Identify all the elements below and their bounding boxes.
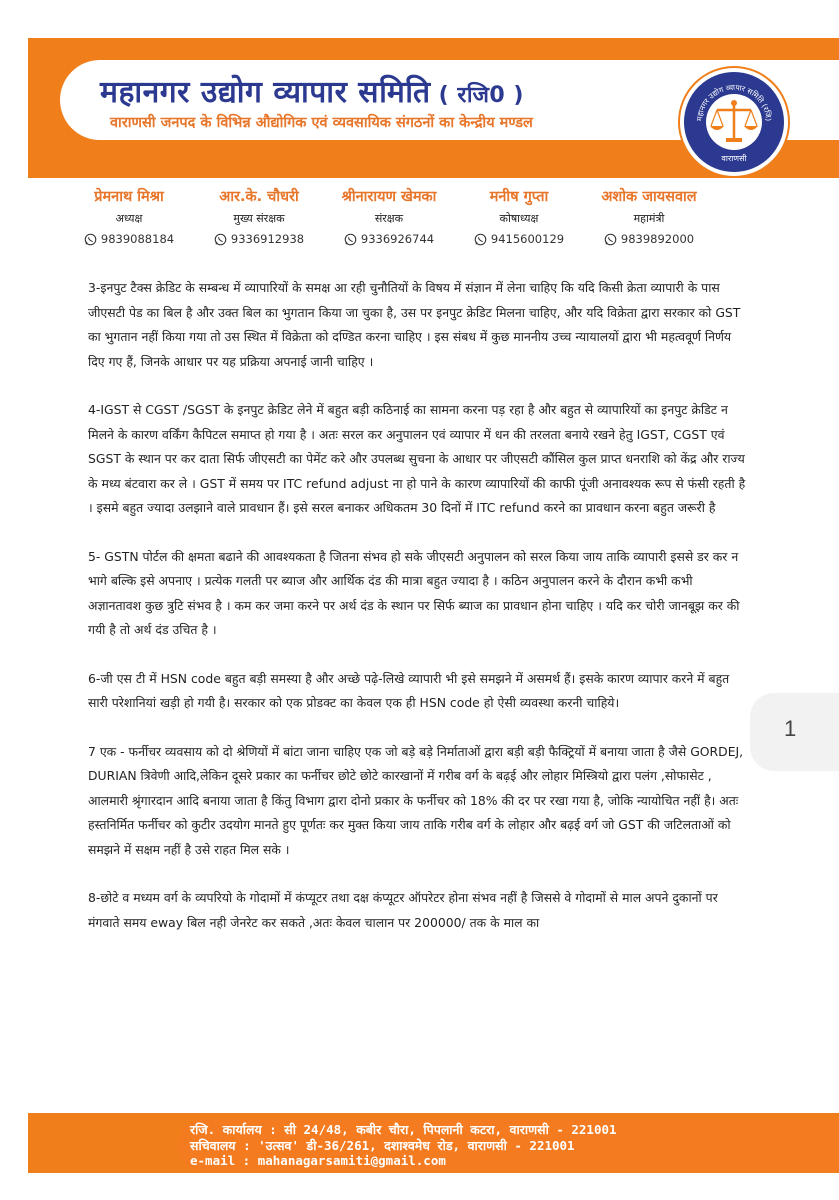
official-name: आर.के. चौधरी xyxy=(219,189,299,205)
seal-city: वाराणसी xyxy=(721,154,747,163)
official-name: प्रेमनाथ मिश्रा xyxy=(94,189,164,205)
footer-registered-office: रजि. कार्यालय : सी 24/48, कबीर चौरा, पिपलानी कटरा, वाराणसी - 221001 xyxy=(190,1122,617,1137)
official-phone xyxy=(324,232,454,246)
officials-row xyxy=(64,186,714,246)
paragraph-6: 6-जी एस टी में HSN code बहुत बड़ी समस्या है और अच्छे पढ़े-लिखे व्यापारी भी इसे समझने में असमर्थ हैं। इसके कारण व्यापार करने में बहुत सारी परेशानियां खड़ी हो गयी है। सरकार को एक प्रोडक्ट का केवल एक ही HSN code हो ऐसी व्यवस्था करनी चाहिये। xyxy=(88,670,730,710)
org-reg: ( रजि0 ) xyxy=(438,83,524,108)
official-role: अध्यक्ष xyxy=(115,212,143,225)
official-role: संरक्षक xyxy=(374,212,404,225)
official-name: अशोक जायसवाल xyxy=(601,189,697,205)
official-chief-patron xyxy=(194,186,324,246)
phone-number: 9415600129 xyxy=(490,232,565,246)
phone-number: 9336926744 xyxy=(360,232,435,246)
scales-of-justice-icon xyxy=(684,72,784,172)
org-name xyxy=(100,70,524,111)
footer-email: e-mail : mahanagarsamiti@gmail.com xyxy=(190,1153,446,1168)
whatsapp-icon xyxy=(344,233,357,246)
footer-secretariat: सचिवालय : 'उत्सव' डी-36/261, दशाश्वमेध रोड, वाराणसी - 221001 xyxy=(190,1138,575,1153)
official-phone xyxy=(454,232,584,246)
official-role: महामंत्री xyxy=(633,212,665,225)
official-role: मुख्य संरक्षक xyxy=(233,212,285,225)
phone-number: 9839088184 xyxy=(100,232,175,246)
org-name-text: महानगर उद्योग व्यापार समिति xyxy=(100,75,431,110)
paragraph-8: 8-छोटे व मध्यम वर्ग के व्यपरियो के गोदामों में कंप्यूटर तथा दक्ष कंप्यूटर ऑपरेटर होना संभव नहीं है जिससे वे गोदामों से माल अपने दुकानों पर मंगवाते समय eway बिल नही जेनरेट कर सकते ,अतः केवल चालान पर 200000/ तक के माल का xyxy=(88,890,718,930)
official-name: मनीष गुप्ता xyxy=(489,189,549,205)
paragraph-7: 7 एक - फर्नीचर व्यवसाय को दो श्रेणियों में बांटा जाना चाहिए एक जो बड़े बड़े निर्माताओं द्वारा बड़ी बड़ी फैक्ट्रियों में बनाया जाता है जैसे GORDEJ, DURIAN त्रिवेणी आदि,लेकिन दूसरे प्रकार का फर्नीचर छोटे छोटे कारखानों में गरीब वर्ग के बढ़ई और लोहार मिस्त्रियो द्वारा पलंग ,सोफासेट , आलमारी श्रृंगारदान आदि बनाया जाता है किंतु विभाग द्वारा दोनो प्रकार के फर्नीचर को 18% की दर पर रखा गया है, जोकि न्यायोचित नहीं है। अतः हस्तनिर्मित फर्नीचर को कुटीर उदयोग मानते हुए पूर्णतः कर मुक्त किया जाय ताकि गरीब वर्ग के लोहार और बढ़ई वर्ग जो GST की जटिलताओं को समझने में सक्षम नहीं है उसे राहत मिल सके । xyxy=(88,743,744,857)
whatsapp-icon xyxy=(84,233,97,246)
paragraph-3: 3-इनपुट टैक्स क्रेडिट के सम्बन्ध में व्यापारियों के समक्ष आ रही चुनौतियों के विषय में संज्ञान में लेना चाहिए कि यदि किसी क्रेता व्यापारी के पास जीएसटी पेड का बिल है और उक्त बिल का भुगतान किया जा चुका है, उस पर इनपुट क्रेडिट मिलना चाहिए, और यदि विक्रेता द्वारा सरकार को GST का भुगतान नहीं किया गया तो उस स्थित में विक्रेता को दण्डित करना चाहिए । इस संबध में कुछ माननीय उच्च न्यायालयों द्वारा भी महत्ववूर्ण निर्णय दिए गए हैं, जिनके आधार पर यह प्रक्रिया अपनाई जानी चाहिए । xyxy=(88,280,741,369)
page-number: 1 xyxy=(784,716,797,741)
seal-text: महानगर उद्योग व्यापार समिति (रजि) xyxy=(694,82,774,122)
paragraph-4: 4-IGST से CGST /SGST के इनपुट क्रेडिट लेने में बहुत बड़ी कठिनाई का सामना करना पड़ रहा है और बहुत से व्यापारियों का इनपुट क्रेडिट न मिलने के कारण वर्किंग कैपिटल समाप्त हो गया है । अतः सरल कर अनुपालन एवं व्यापार में धन की तरलता बनाये रखने हेतु IGST, CGST एवं SGST के स्थान पर कर दाता सिर्फ जीएसटी का पेमेंट करे और उपलब्ध सुचना के आधार पर जीएसटी कौंसिल कुल प्राप्त धनराशि को केंद्र और राज्य के मध्य बंटवारा कर ले । GST में समय पर ITC refund adjust ना हो पाने के कारण व्यापारियों की काफी पूंजी अनावश्यक रूप से फंसी रहती है । इसमे बहुत ज्यादा उलझाने वाले प्रावधान हैं। इसे सरल बनाकर अधिकतम 30 दिनों में ITC refund करने का प्रावधान करना बहुत जरूरी है xyxy=(88,402,746,515)
official-general-secretary xyxy=(584,186,714,246)
official-phone xyxy=(584,232,714,246)
phone-number: 9839892000 xyxy=(620,232,695,246)
official-treasurer xyxy=(454,186,584,246)
whatsapp-icon xyxy=(474,233,487,246)
official-president xyxy=(64,186,194,246)
whatsapp-icon xyxy=(214,233,227,246)
whatsapp-icon xyxy=(604,233,617,246)
official-role: कोषाध्यक्ष xyxy=(499,212,539,225)
document-body xyxy=(88,276,748,959)
official-patron xyxy=(324,186,454,246)
organization-seal-logo xyxy=(680,68,788,176)
official-phone xyxy=(194,232,324,246)
official-name: श्रीनारायण खेमका xyxy=(341,189,437,205)
org-subtitle: वाराणसी जनपद के विभिन्न औद्योगिक एवं व्यवसायिक संगठनों का केन्द्रीय मण्डल xyxy=(110,115,533,131)
official-phone xyxy=(64,232,194,246)
paragraph-5: 5- GSTN पोर्टल की क्षमता बढाने की आवश्यकता है जितना संभव हो सके जीएसटी अनुपालन को सरल किया जाय ताकि व्यापारी इससे डर कर न भागे बल्कि इसे अपनाए । प्रत्येक गलती पर ब्याज और आर्थिक दंड की मात्रा बहुत ज्यादा है । कठिन अनुपालन करने के दौरान कभी कभी अज्ञानतावश कुछ त्रुटि संभव है । कम कर जमा करने पर अर्थ दंड के स्थान पर सिर्फ ब्याज का प्रावधान होना चाहिए । यदि कर चोरी जानबूझ कर की गयी है तो अर्थ दंड उचित है । xyxy=(88,548,740,637)
phone-number: 9336912938 xyxy=(230,232,305,246)
